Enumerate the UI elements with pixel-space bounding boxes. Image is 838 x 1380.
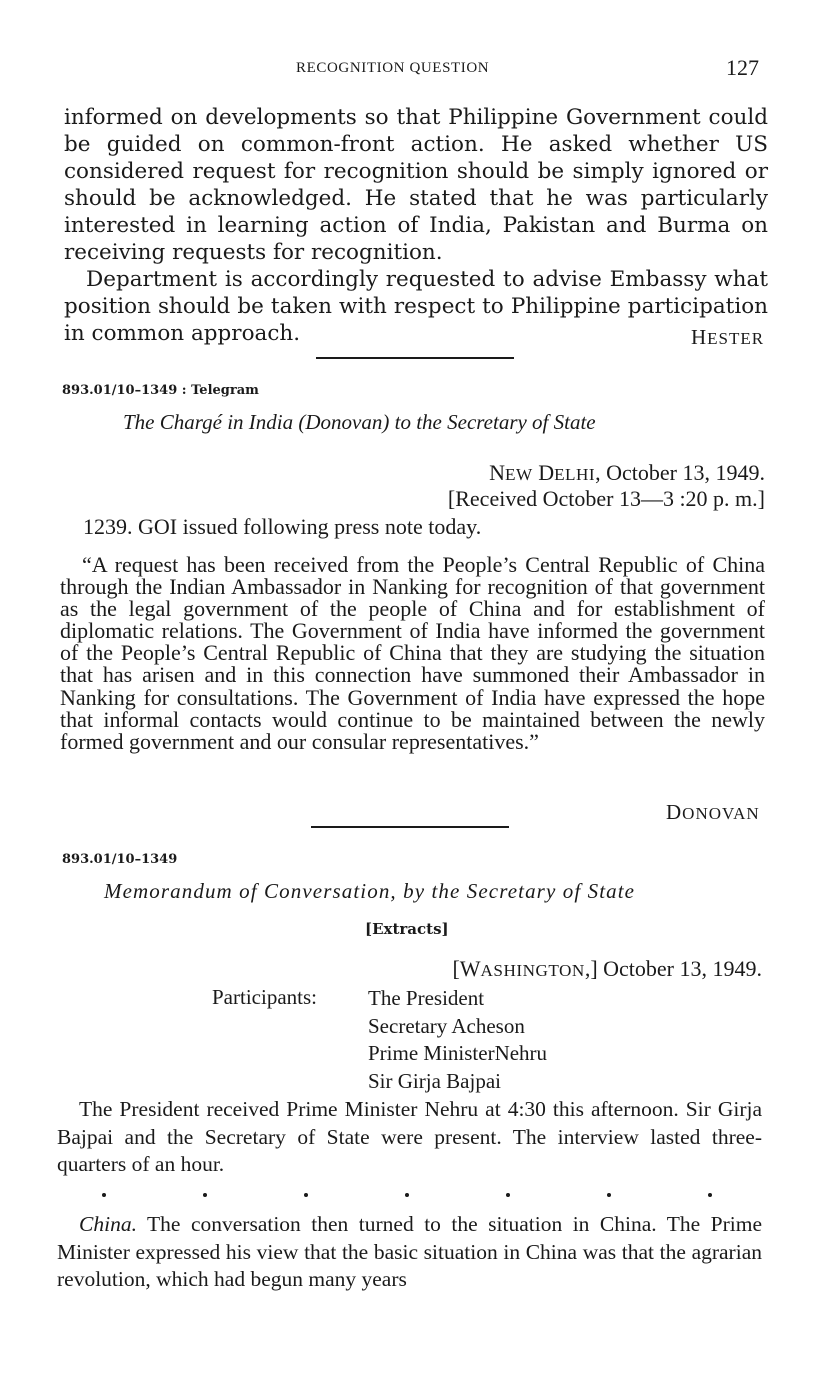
telegram-opening: 1239. GOI issued following press note today. [83,514,482,539]
document-heading-telegram: The Chargé in India (Donovan) to the Secretary of State [123,410,596,434]
file-id-telegram: 893.01/10–1349 : Telegram [62,383,259,398]
section1-paragraph-2: Department is accordingly requested to advise Embassy what position should be taken with respect to Philippine participation in common approach. [64,267,768,346]
file-id-memorandum: 893.01/10–1349 [62,852,178,867]
page-number: 127 [726,55,759,80]
participant-item: Secretary Acheson [368,1013,525,1038]
ellipsis-dot [203,1193,207,1197]
participants-list [368,985,547,1095]
signature-hester: HESTER [691,325,765,349]
press-note-quote: “A request has been received from the People’s Central Republic of China through the Indian Ambassador in Nanking for recognition of that government as the legal government of the people of China and for establishment of diplomatic relations. The Government of India have informed the government of the People’s Central Republic of China that they are studying the situation that has arisen and in this connection have summoned their Ambassador in Nanking for consultations. The Government of India have expressed the hope that informal contacts would continue to be maintained between the newly formed government and our consular representatives.” [60,552,765,754]
running-title: RECOGNITION QUESTION [296,60,490,76]
participants-label: Participants: [212,985,317,1009]
ellipsis-dot [607,1193,611,1197]
signature-donovan: DONOVAN [666,800,760,824]
participant-item: Prime MinisterNehru [368,1041,548,1065]
dateline-new-delhi: NEW DELHI, October 13, 1949. [489,460,765,485]
document-heading-memorandum: Memorandum of Conversation, by the Secretary of State [104,879,636,903]
section-divider-2 [311,826,509,828]
ellipsis-dot [506,1193,510,1197]
received-line: [Received October 13—3 :20 p. m.] [447,486,765,511]
memorandum-paragraph-1: The President received Prime Minister Nehru at 4:30 this afternoon. Sir Girja Bajpai and the Secretary of State were present. The interview lasted three-quarters of an hour. [57,1097,762,1176]
section1-text [64,104,768,347]
section-divider-1 [316,357,514,359]
memorandum-paragraph-china [57,1211,762,1294]
topic-label: China. [79,1212,137,1236]
china-paragraph-text: The conversation then turned to the situation in China. The Prime Minister expressed his view that the basic situation in China was that the agrarian revolution, which had begun many years [57,1212,762,1291]
section1-paragraph-1: informed on developments so that Philippine Government could be guided on common-front action. He asked whether US considered request for recognition should be simply ignored or should be acknowledged. He stated that he was particularly interested in learning action of India, Pakistan and Burma on receiving requests for recognition. [64,105,768,265]
ellipsis-dot [708,1193,712,1197]
dateline-washington: [WASHINGTON,] October 13, 1949. [452,956,762,981]
ellipsis-dot [405,1193,409,1197]
extracts-label: [Extracts] [365,920,449,938]
participant-item: Sir Girja Bajpai [368,1068,501,1093]
participant-item: The President [368,986,485,1010]
ellipsis-dot [102,1193,106,1197]
ellipsis-dot [304,1193,308,1197]
